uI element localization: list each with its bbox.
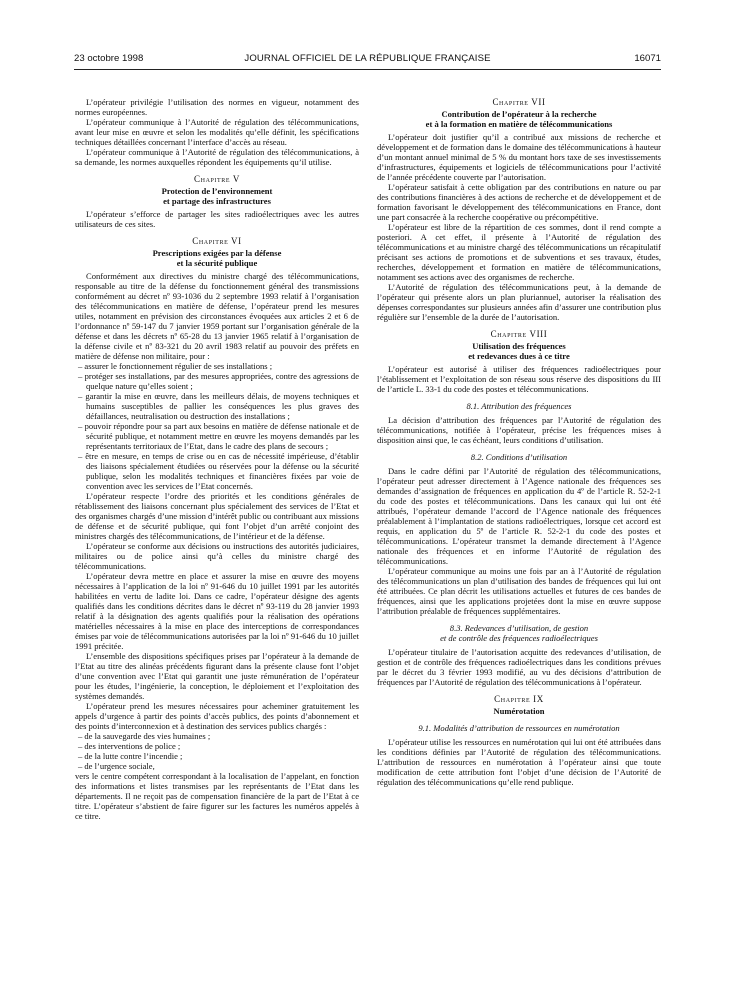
paragraph: L’opérateur privilégie l’utilisation des normes en vigueur, notamment des normes européennes. (75, 97, 359, 117)
list-item: – des interventions de police ; (78, 741, 181, 751)
left-column (75, 97, 359, 821)
paragraph: La décision d’attribution des fréquences par l’Autorité de régulation des télécommunications, notifiée à l’opérateur, précise les fréquences mises à disposition ainsi que, le cas échéant, leurs conditions d’utilisation. (377, 415, 661, 445)
section-heading (377, 623, 661, 643)
paragraph: L’opérateur doit justifier qu’il a contribué aux missions de recherche et développement et de formation dans le domaine des télécommunications à hauteur d’un montant annuel minimal de 5 % du montant hors taxe de ses investissements d’infrastructures, équipements et logiciels de télécommunications pour l’activité de l’année précédente couverte par l’autorisation. (377, 132, 661, 182)
chapter-title-line: Prescriptions exigées par la défense (152, 248, 282, 258)
paragraph: L’opérateur communique à l’Autorité de régulation des télécommunications, à sa demande, les normes auxquelles répondent les équipements qu’il utilise. (75, 147, 359, 167)
chapter-title: Numérotation (493, 706, 545, 716)
header-page-number: 16071 (634, 53, 661, 64)
paragraph: L’opérateur s’efforce de partager les sites radioélectriques avec les autres utilisateurs de ces sites. (75, 209, 359, 229)
chapter-title-line: et à la formation en matière de télécommunications (425, 119, 613, 129)
chapter-label: Chapitre IX (494, 694, 544, 704)
bullet-list (75, 731, 359, 771)
paragraph: L’opérateur utilise les ressources en numérotation qui lui ont été attribuées dans les conditions définies par l’Autorité de régulation des télécommunications. L’attribution de ressources en numérotation à l’opérateur ainsi que toute modification de cette attribution font l’objet d’une décision de l’Autorité de régulation des télécommunications qu’elle rend publique. (377, 737, 661, 787)
header-date: 23 octobre 1998 (74, 53, 144, 64)
list-item: – de la lutte contre l’incendie ; (78, 751, 183, 761)
header-journal-title: JOURNAL OFFICIEL DE LA RÉPUBLIQUE FRANÇAISE (244, 53, 491, 64)
chapter-title (377, 341, 661, 361)
list-item: – garantir la mise en œuvre, dans les meilleurs délais, de moyens techniques et humains susceptibles de pallier les conséquences les plus graves des défaillances, neutralisation ou destruction des installations ; (78, 391, 359, 421)
chapter-label: Chapitre VIII (490, 329, 548, 339)
chapter-title (75, 248, 359, 268)
list-item: – être en mesure, en temps de crise ou en cas de nécessité impérieuse, d’établir des liaisons spécialement étudiées ou réservées pour la défense ou la sécurité publique, selon les modalités techniques et financières fixées par voie de convention avec les services de l’Etat concernés. (78, 451, 359, 491)
paragraph: L’opérateur satisfait à cette obligation par des contributions en nature ou par des contributions financières à des actions de recherche et de développement et de formation favorisant le développement des télécommunications en France, dont une part consacrée à la recherche coopérative ou précompétitive. (377, 182, 661, 222)
chapter-label: Chapitre VII (492, 97, 546, 107)
list-item: – de l’urgence sociale, (78, 761, 155, 771)
chapter-label: Chapitre V (194, 174, 240, 184)
chapter-title-line: Contribution de l’opérateur à la recherche (441, 109, 597, 119)
chapter-title-line: et la sécurité publique (176, 258, 258, 268)
paragraph: L’Autorité de régulation des télécommunications peut, à la demande de l’opérateur qui présente alors un plan pluriannuel, autoriser la réalisation des dépenses correspondantes sur plusieurs années afin d’assurer une contribution plus régulière sur l’ensemble de la durée de l’autorisation. (377, 282, 661, 322)
section-heading-line: et de contrôle des fréquences radioélectriques (440, 633, 598, 643)
paragraph: vers le centre compétent correspondant à la localisation de l’appelant, en fonction des informations et listes transmises par les représentants de l’Etat dans les départements. Il ne reçoit pas de compensation financière de la part de l’Etat à ce titre. L’opérateur s’abstient de faire figurer sur les factures les numéros appelés à ce titre. (75, 771, 359, 821)
list-item: – de la sauvegarde des vies humaines ; (78, 731, 211, 741)
paragraph: L’opérateur est autorisé à utiliser des fréquences radioélectriques pour l’établissement et l’exploitation de son réseau sous réserve des dispositions du III de l’article L. 33-1 du code des postes et télécommunications. (377, 364, 661, 394)
page-header (74, 53, 661, 67)
header-rule (74, 69, 661, 70)
chapter-label: Chapitre VI (192, 236, 242, 246)
chapter-title-line: et redevances dues à ce titre (468, 351, 570, 361)
paragraph: Conformément aux directives du ministre chargé des télécommunications, responsable au titre de la défense du fonctionnement général des transmissions conformément au décret nº 93-1036 du 2 septembre 1993 relatif à l’organisation des télécommunications en matière de défense, l’opérateur prend les mesures utiles, notamment en prévision des circonstances évoquées aux articles 2 et 6 de l’ordonnance nº 59-147 du 7 janvier 1959 portant sur l’organisation générale de la défense et dans les décrets nº 65-28 du 13 janvier 1965 relatif à l’organisation de la défense civile et nº 83-321 du 20 avril 1983 relatif au pouvoir des préfets en matière de défense non militaire, pour : (75, 271, 359, 361)
list-item: – assurer le fonctionnement régulier de ses installations ; (78, 361, 273, 371)
paragraph: L’ensemble des dispositions spécifiques prises par l’opérateur à la demande de l’Etat au titre des alinéas précédents figurant dans la présente clause font l’objet d’une convention avec l’Etat qui garantit une juste rémunération de l’opérateur pour les études, l’ingénierie, la conception, le déploiement et l’exploitation des systèmes demandés. (75, 651, 359, 701)
section-heading: 8.2. Conditions d’utilisation (470, 452, 568, 462)
paragraph: L’opérateur prend les mesures nécessaires pour acheminer gratuitement les appels d’urgence à partir des points d’accès publics, des points d’abonnement et des points d’interconnexion et à destination des services publics chargés : (75, 701, 359, 731)
paragraph: L’opérateur est libre de la répartition de ces sommes, dont il rend compte a posteriori. A cet effet, il présente à l’Autorité de régulation des télécommunications et au ministre chargé des télécommunications un récapitulatif précisant ses actions de promotions et de subventions et ses travaux, études, recherches, développement et formation en matière de télécommunications, notamment ses actions avec des organismes de recherche. (377, 222, 661, 282)
bullet-list (75, 361, 359, 491)
list-item: – pouvoir répondre pour sa part aux besoins en matière de défense nationale et de sécurité publique, et notamment mettre en œuvre les moyens demandés par les représentants territoriaux de l’Etat, dans le cadre des plans de secours ; (78, 421, 359, 451)
paragraph: L’opérateur titulaire de l’autorisation acquitte des redevances d’utilisation, de gestion et de contrôle des fréquences radioélectriques dans les conditions prévues par le décret du 3 février 1993 modifié, au vu des décisions d’attribution de fréquences par l’Autorité de régulation des télécommunications à l’opérateur. (377, 647, 661, 687)
chapter-title (75, 186, 359, 206)
paragraph: L’opérateur respecte l’ordre des priorités et les conditions générales de rétablissement des liaisons concernant plus spécialement des services de l’Etat et des organismes chargés d’une mission d’intérêt public ou contribuant aux missions de défense et de sécurité publique, qui font l’objet d’un arrêté conjoint des ministres chargés des télécommunications, de l’intérieur et de la défense. (75, 491, 359, 541)
paragraph: L’opérateur communique à l’Autorité de régulation des télécommunications, avant leur mise en œuvre et selon les modalités qu’elle définit, les spécifications techniques détaillées concernant l’interface d’accès au réseau. (75, 117, 359, 147)
right-column (377, 97, 661, 787)
paragraph: Dans le cadre défini par l’Autorité de régulation des télécommunications, l’opérateur peut adresser directement à l’Agence nationale des fréquences ses demandes d’assignation de fréquences en application du 4º de l’article R. 52-2-1 du code des postes et télécommunications. Dans les canaux qui lui ont été attribués, l’opérateur demande l’accord de l’Agence nationale des fréquences préalablement à l’implantation de stations radioélectriques, lorsque cet accord est requis, en application du 5º de l’article R. 52-2-1 du code des postes et télécommunications. L’opérateur transmet la demande directement à l’Agence nationale des fréquences et en informe l’Autorité de régulation des télécommunications. (377, 466, 661, 566)
chapter-title-line: et partage des infrastructures (163, 196, 271, 206)
section-heading: 9.1. Modalités d’attribution de ressources en numérotation (418, 723, 620, 733)
section-heading: 8.1. Attribution des fréquences (466, 401, 572, 411)
list-item: – protéger ses installations, par des mesures appropriées, contre des agressions de quelque nature qu’elles soient ; (78, 371, 359, 391)
chapter-title-line: Utilisation des fréquences (472, 341, 566, 351)
paragraph: L’opérateur communique au moins une fois par an à l’Autorité de régulation des télécommunications un plan d’utilisation des bandes de fréquences qui lui ont été attribuées. Ce plan décrit les utilisations actuelles et futures de ces bandes de fréquences, ainsi que les applications projetées dont la mise en œuvre suppose l’attribution préalable de fréquences supplémentaires. (377, 566, 661, 616)
paragraph: L’opérateur devra mettre en place et assurer la mise en œuvre des moyens nécessaires à l’application de la loi nº 91-646 du 10 juillet 1991 par les autorités habilitées en vertu de ladite loi. Dans ce cadre, l’opérateur désigne des agents qualifiés dans les conditions décrites dans le décret nº 93-119 du 28 janvier 1993 relatif à la désignation des agents qualifiés pour la réalisation des opérations matérielles nécessaires à la mise en place des interceptions de correspondances émises par voie de télécommunications autorisées par la loi nº 91-646 du 10 juillet 1991 précitée. (75, 571, 359, 651)
section-heading-line: 8.3. Redevances d’utilisation, de gestion (449, 623, 589, 633)
paragraph: L’opérateur se conforme aux décisions ou instructions des autorités judiciaires, militaires ou de police ainsi qu’à celles du ministre chargé des télécommunications. (75, 541, 359, 571)
chapter-title-line: Protection de l’environnement (161, 186, 273, 196)
chapter-title (377, 109, 661, 129)
